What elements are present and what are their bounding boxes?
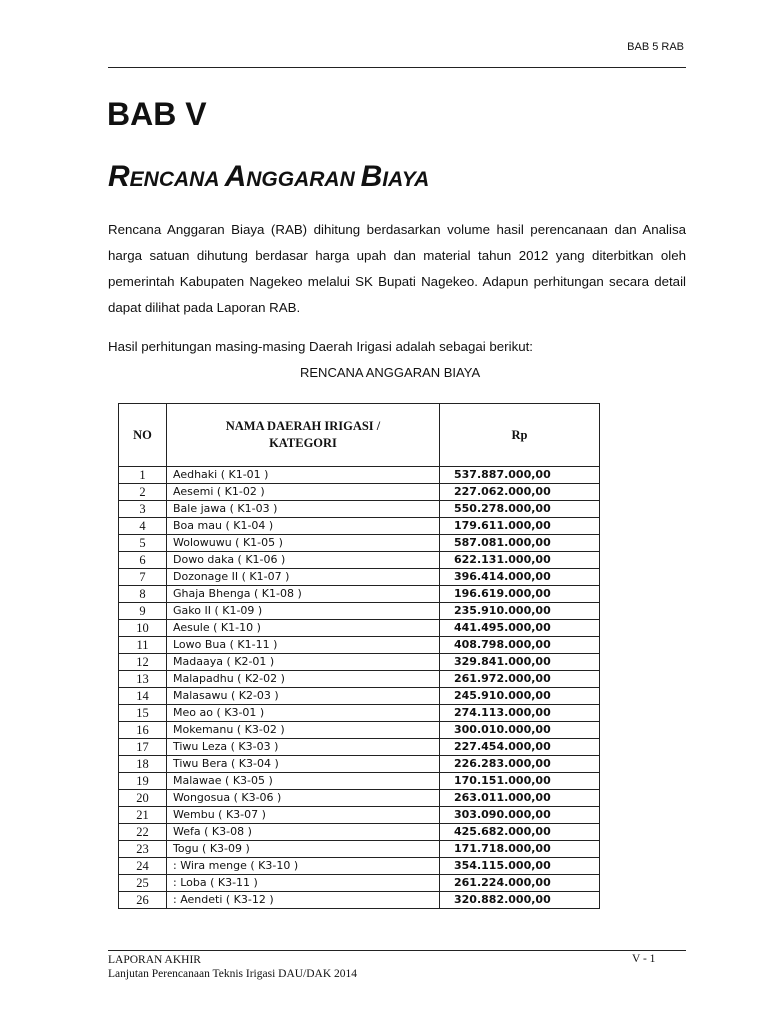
row-number: 1 — [119, 467, 167, 484]
row-value: 261.224.000,00 — [440, 875, 600, 892]
row-number: 26 — [119, 892, 167, 909]
row-name: Malawae ( K3-05 ) — [167, 773, 440, 790]
row-number: 16 — [119, 722, 167, 739]
title-rest-2: NGGARAN — [246, 168, 361, 191]
table-row — [119, 705, 600, 722]
table-row — [119, 824, 600, 841]
row-number: 21 — [119, 807, 167, 824]
row-name: Togu ( K3-09 ) — [167, 841, 440, 858]
table-row — [119, 552, 600, 569]
body-paragraph: Rencana Anggaran Biaya (RAB) dihitung berdasarkan volume hasil perencanaan dan Analisa harga satuan dihutung berdasar harga upah dan material tahun 2012 yang diterbitkan oleh pemerintah Kabupaten Nagekeo melalui SK Bupati Nagekeo. Adapun perhitungan secara detail dapat dilihat pada Laporan RAB. — [108, 222, 686, 315]
header-name — [167, 404, 440, 467]
row-value: 408.798.000,00 — [440, 637, 600, 654]
row-value: 622.131.000,00 — [440, 552, 600, 569]
row-value: 329.841.000,00 — [440, 654, 600, 671]
row-value: 245.910.000,00 — [440, 688, 600, 705]
row-name: Gako II ( K1-09 ) — [167, 603, 440, 620]
row-number: 18 — [119, 756, 167, 773]
row-value: 235.910.000,00 — [440, 603, 600, 620]
table-row — [119, 484, 600, 501]
table-row — [119, 569, 600, 586]
row-name: Bale jawa ( K1-03 ) — [167, 501, 440, 518]
row-name: Ghaja Bhenga ( K1-08 ) — [167, 586, 440, 603]
table-row — [119, 722, 600, 739]
row-value: 425.682.000,00 — [440, 824, 600, 841]
title-cap-2: A — [224, 160, 247, 193]
table-row — [119, 688, 600, 705]
table-row — [119, 841, 600, 858]
title-cap-3: B — [360, 160, 383, 193]
row-number: 13 — [119, 671, 167, 688]
header-value: Rp — [440, 404, 600, 467]
row-value: 303.090.000,00 — [440, 807, 600, 824]
table-row — [119, 773, 600, 790]
table-row — [119, 892, 600, 909]
row-value: 179.611.000,00 — [440, 518, 600, 535]
chapter-title — [108, 160, 429, 194]
table-row — [119, 586, 600, 603]
row-name: Dowo daka ( K1-06 ) — [167, 552, 440, 569]
title-rest-3: IAYA — [382, 168, 430, 191]
table-row — [119, 603, 600, 620]
table-row — [119, 467, 600, 484]
row-number: 22 — [119, 824, 167, 841]
row-number: 6 — [119, 552, 167, 569]
row-name: Madaaya ( K2-01 ) — [167, 654, 440, 671]
row-number: 5 — [119, 535, 167, 552]
row-number: 23 — [119, 841, 167, 858]
row-value: 227.454.000,00 — [440, 739, 600, 756]
row-value: 354.115.000,00 — [440, 858, 600, 875]
table-row — [119, 535, 600, 552]
row-value: 537.887.000,00 — [440, 467, 600, 484]
row-name: Aedhaki ( K1-01 ) — [167, 467, 440, 484]
chapter-number: BAB V — [107, 96, 207, 132]
table-caption: RENCANA ANGGARAN BIAYA — [300, 365, 481, 380]
row-number: 24 — [119, 858, 167, 875]
row-number: 19 — [119, 773, 167, 790]
row-number: 15 — [119, 705, 167, 722]
running-header: BAB 5 RAB — [627, 41, 684, 53]
row-name: Wembu ( K3-07 ) — [167, 807, 440, 824]
header-name-line1: NAMA DAERAH IRIGASI / — [225, 419, 381, 433]
footer-left — [108, 953, 357, 981]
row-value: 261.972.000,00 — [440, 671, 600, 688]
row-value: 300.010.000,00 — [440, 722, 600, 739]
row-value: 171.718.000,00 — [440, 841, 600, 858]
row-number: 25 — [119, 875, 167, 892]
row-value: 396.414.000,00 — [440, 569, 600, 586]
table-row — [119, 637, 600, 654]
table-row — [119, 875, 600, 892]
table-body — [119, 467, 600, 909]
row-value: 320.882.000,00 — [440, 892, 600, 909]
table-row — [119, 739, 600, 756]
title-cap-1: R — [108, 160, 130, 193]
row-value: 227.062.000,00 — [440, 484, 600, 501]
row-name: Mokemanu ( K3-02 ) — [167, 722, 440, 739]
row-number: 10 — [119, 620, 167, 637]
page-number: V - 1 — [632, 953, 656, 965]
row-name: Aesemi ( K1-02 ) — [167, 484, 440, 501]
row-number: 12 — [119, 654, 167, 671]
table-row — [119, 501, 600, 518]
table-row — [119, 518, 600, 535]
row-number: 14 — [119, 688, 167, 705]
row-value: 196.619.000,00 — [440, 586, 600, 603]
title-rest-1: ENCANA — [129, 168, 225, 191]
row-name: Wolowuwu ( K1-05 ) — [167, 535, 440, 552]
row-number: 17 — [119, 739, 167, 756]
rab-table — [118, 403, 600, 909]
row-number: 20 — [119, 790, 167, 807]
row-name: Wefa ( K3-08 ) — [167, 824, 440, 841]
row-name: Dozonage II ( K1-07 ) — [167, 569, 440, 586]
row-number: 2 — [119, 484, 167, 501]
header-name-line2: KATEGORI — [269, 436, 337, 450]
table-row — [119, 790, 600, 807]
row-name: Malapadhu ( K2-02 ) — [167, 671, 440, 688]
table-intro: Hasil perhitungan masing-masing Daerah Irigasi adalah sebagai berikut: — [108, 339, 534, 354]
row-name: : Wira menge ( K3-10 ) — [167, 858, 440, 875]
row-number: 11 — [119, 637, 167, 654]
row-value: 441.495.000,00 — [440, 620, 600, 637]
row-number: 7 — [119, 569, 167, 586]
table-header-row — [119, 404, 600, 467]
row-name: Tiwu Bera ( K3-04 ) — [167, 756, 440, 773]
row-name: Aesule ( K1-10 ) — [167, 620, 440, 637]
row-number: 9 — [119, 603, 167, 620]
footer-rule — [108, 950, 686, 951]
row-name: : Aendeti ( K3-12 ) — [167, 892, 440, 909]
table-row — [119, 654, 600, 671]
row-name: Malasawu ( K2-03 ) — [167, 688, 440, 705]
row-number: 4 — [119, 518, 167, 535]
header-no: NO — [119, 404, 167, 467]
row-name: Wongosua ( K3-06 ) — [167, 790, 440, 807]
row-name: Meo ao ( K3-01 ) — [167, 705, 440, 722]
row-number: 8 — [119, 586, 167, 603]
row-name: : Loba ( K3-11 ) — [167, 875, 440, 892]
header-rule — [108, 67, 686, 68]
row-name: Tiwu Leza ( K3-03 ) — [167, 739, 440, 756]
row-value: 587.081.000,00 — [440, 535, 600, 552]
row-name: Lowo Bua ( K1-11 ) — [167, 637, 440, 654]
footer-report-title: LAPORAN AKHIR — [108, 954, 201, 966]
table-row — [119, 620, 600, 637]
row-value: 550.278.000,00 — [440, 501, 600, 518]
table-row — [119, 756, 600, 773]
table-row — [119, 671, 600, 688]
footer-project-title: Lanjutan Perencanaan Teknis Irigasi DAU/DAK 2014 — [108, 968, 358, 980]
row-number: 3 — [119, 501, 167, 518]
row-value: 170.151.000,00 — [440, 773, 600, 790]
table-row — [119, 807, 600, 824]
row-value: 274.113.000,00 — [440, 705, 600, 722]
row-name: Boa mau ( K1-04 ) — [167, 518, 440, 535]
row-value: 263.011.000,00 — [440, 790, 600, 807]
table-row — [119, 858, 600, 875]
row-value: 226.283.000,00 — [440, 756, 600, 773]
